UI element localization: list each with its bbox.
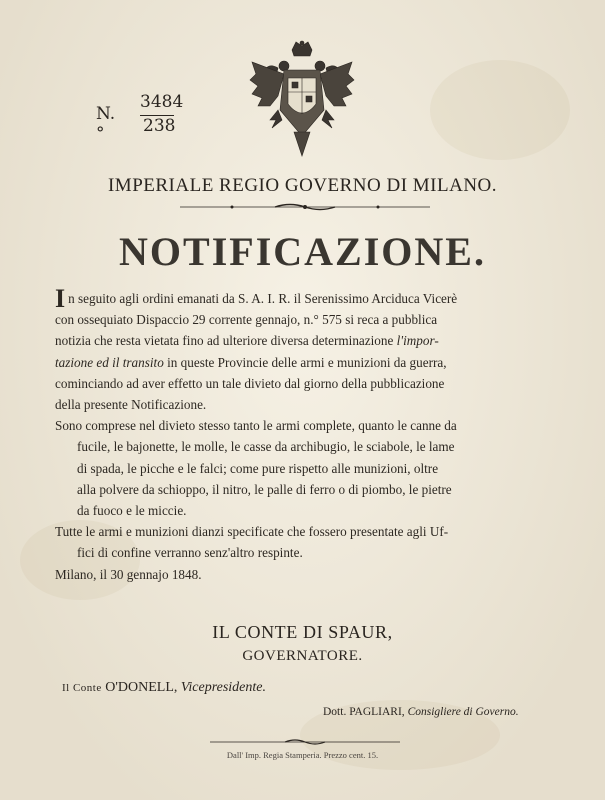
p3-line: Tutte le armi e munizioni dianzi specificate che fossero presentate agli Uf-	[55, 524, 449, 540]
secretary-prefix: Dott.	[323, 706, 347, 718]
p1-emphasis: tazione ed il transito	[55, 354, 164, 370]
paragraph-1	[55, 284, 545, 415]
notice-body	[55, 284, 545, 585]
p1-line: con ossequiato Dispaccio 29 corrente gennajo, n.° 575 si reca a pubblica	[55, 312, 438, 328]
secretary-name: PAGLIARI,	[349, 706, 405, 718]
ornamental-rule	[180, 202, 430, 212]
double-headed-eagle-crest-icon	[248, 40, 356, 158]
p1-emphasis: l'impor-	[396, 333, 439, 349]
p2-line: Sono comprese nel divieto stesso tanto le armi complete, quanto le canne da	[55, 418, 457, 434]
paragraph-2	[55, 415, 545, 521]
protocol-label: N.°	[96, 104, 116, 144]
issue-date: Milano, il 30 gennajo 1848.	[55, 566, 202, 582]
vice-prefix: Il Conte	[62, 682, 102, 694]
drop-cap: I	[55, 284, 66, 313]
p1-line: cominciando ad aver effetto un tale divieto dal giorno della pubblicazione	[55, 375, 445, 391]
p2-line: fucile, le bajonette, le molle, le casse da archibugio, le sciabole, le lame	[77, 439, 455, 455]
protocol-denominator: 238	[143, 116, 176, 136]
p1-line: n seguito agli ordini emanati da S. A. I. R. il Serenissimo Arciduca Vicerè	[68, 291, 458, 306]
governor-name: IL CONTE DI SPAUR,	[212, 622, 393, 642]
p1-line: della presente Notificazione.	[55, 397, 207, 413]
vice-role: Vicepresidente.	[180, 680, 267, 695]
p2-line: alla polvere da schioppo, il nitro, le palle di ferro o di piombo, le pietre	[77, 481, 452, 497]
paragraph-3	[55, 521, 545, 563]
document-title: NOTIFICAZIONE.	[119, 229, 486, 274]
footer-rule	[210, 738, 400, 746]
p2-line: da fuoco e le miccie.	[77, 503, 187, 519]
vice-name: O'DONELL,	[105, 680, 178, 695]
governor-title: GOVERNATORE.	[242, 648, 363, 664]
p1-line: notizia che resta vietata fino ad ulteriore diversa determinazione	[55, 333, 397, 349]
secretary-role: Consigliere di Governo.	[407, 706, 519, 718]
secretary-signature	[323, 706, 519, 718]
p2-line: di spada, le picche e le falci; come pure rispetto alle munizioni, oltre	[77, 460, 439, 476]
protocol-numerator: 3484	[140, 92, 184, 112]
p3-line: fici di confine verranno senz'altro respinte.	[77, 545, 303, 561]
issuing-authority: IMPERIALE REGIO GOVERNO DI MILANO.	[107, 175, 498, 196]
printer-imprint: Dall' Imp. Regia Stamperia. Prezzo cent. 15.	[226, 750, 379, 760]
p1-line: in queste Provincie delle armi e munizioni da guerra,	[163, 354, 447, 370]
vice-president-signature	[62, 680, 266, 696]
